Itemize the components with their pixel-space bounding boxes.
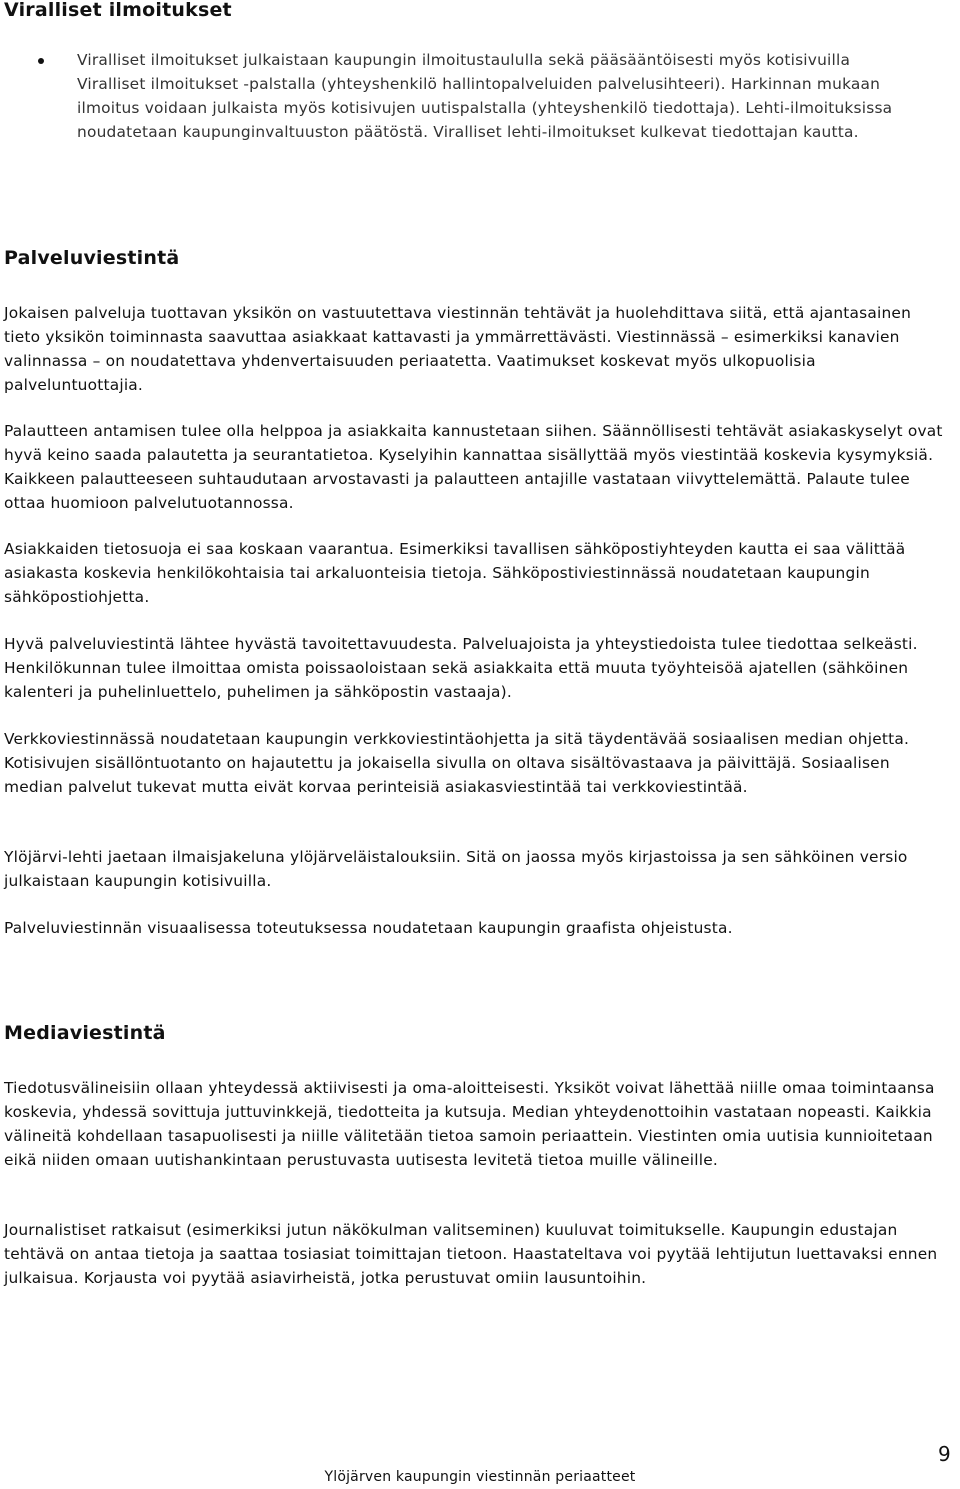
paragraph: Tiedotusvälineisiin ollaan yhteydessä aktiivisesti ja oma-aloitteisesti. Yksiköt voivat lähettää niille omaa toimintaansa koskevia, yhdessä sovittuja juttuvinkkejä, tiedotteita ja kutsuja. Median yhteydenottoihin vastataan nopeasti. Kaikkia välineitä kohdellaan tasapuolisesti ja niille välitetään tietoa samoin periaattein. Viestinten omia uutisia kunnioitetaan eikä niiden omaan uutishankintaan perustuvasta uutisesta levitetä tietoa muille välineille. bbox=[4, 1079, 935, 1169]
paragraph: Verkkoviestinnässä noudatetaan kaupungin verkkoviestintäohjetta ja sitä täydentävää sosiaalisen median ohjetta. Kotisivujen sisällöntuotanto on hajautettu ja jokaisella sivulla on oltava sisältövastaava ja päivittäjä. Sosiaalisen median palvelut tukevat mutta eivät korvaa perinteisiä asiakasviestintää tai verkkoviestintää. bbox=[4, 730, 910, 796]
bullet-list bbox=[0, 48, 910, 144]
paragraph: Asiakkaiden tietosuoja ei saa koskaan vaarantua. Esimerkiksi tavallisen sähköpostiyhteyden kautta ei saa välittää asiakasta koskevia henkilökohtaisia tai arkaluonteisia tietoja. Sähköpostiviestinnässä noudatetaan kaupungin sähköpostiohjetta. bbox=[4, 540, 906, 606]
paragraph: Journalistiset ratkaisut (esimerkiksi jutun näkökulman valitseminen) kuuluvat toimitukselle. Kaupungin edustajan tehtävä on antaa tietoja ja saattaa tosiasiat toimittajan tietoon. Haastateltava voi pyytää lehtijutun luettavaksi ennen julkaisua. Korjausta voi pyytää asiavirheistä, jotka perustuvat omiin lausuntoihin. bbox=[4, 1221, 938, 1287]
paragraph: Ylöjärvi-lehti jaetaan ilmaisjakeluna ylöjärveläistalouksiin. Sitä on jaossa myös kirjastoissa ja sen sähköinen versio julkaistaan kaupungin kotisivuilla. bbox=[4, 848, 908, 890]
section-heading-palveluviestinta: Palveluviestintä bbox=[4, 247, 180, 269]
bullet-icon bbox=[38, 58, 44, 64]
page-number: 9 bbox=[938, 1442, 951, 1466]
paragraph: Jokaisen palveluja tuottavan yksikön on vastuutettava viestinnän tehtävät ja huolehdittava siitä, että ajantasainen tieto yksikön toiminnasta saavuttaa asiakkaat kattavasti ja ymmärrettävästi. Viestinnässä – esimerkiksi kanavien valinnassa – on noudatettava yhdenvertaisuuden periaatetta. Vaatimukset koskevat myös ulkopuolisia palveluntuottajia. bbox=[4, 304, 912, 394]
paragraph: Palveluviestinnän visuaalisessa toteutuksessa noudatetaan kaupungin graafista ohjeistusta. bbox=[4, 919, 733, 937]
section-heading-viralliset: Viralliset ilmoitukset bbox=[4, 0, 232, 21]
bullet-text: Viralliset ilmoitukset julkaistaan kaupungin ilmoitustaululla sekä pääsääntöisesti myös kotisivuilla Viralliset ilmoitukset -palstalla (yhteyshenkilö hallintopalveluiden palvelusihteeri). Harkinnan mukaan ilmoitus voidaan julkaista myös kotisivujen uutispalstalla (yhteyshenkilö tiedottaja). Lehti-ilmoituksissa noudatetaan kaupunginvaltuuston päätöstä. Viralliset lehti-ilmoitukset kulkevat tiedottajan kautta. bbox=[77, 51, 893, 141]
page-footer: Ylöjärven kaupungin viestinnän periaatteet bbox=[324, 1469, 636, 1485]
list-item bbox=[0, 48, 910, 144]
paragraph: Palautteen antamisen tulee olla helppoa ja asiakkaita kannustetaan siihen. Säännöllisesti tehtävät asiakaskyselyt ovat hyvä keino saada palautetta ja seurantatietoa. Kyselyihin kannattaa sisällyttää myös viestintää koskevia kysymyksiä. Kaikkeen palautteeseen suhtaudutaan arvostavasti ja palautteen antajille vastataan viivyttelemättä. Palaute tulee ottaa huomioon palvelutuotannossa. bbox=[4, 422, 943, 512]
section-heading-mediaviestinta: Mediaviestintä bbox=[4, 1022, 166, 1044]
paragraph: Hyvä palveluviestintä lähtee hyvästä tavoitettavuudesta. Palveluajoista ja yhteystiedoista tulee tiedottaa selkeästi. Henkilökunnan tulee ilmoittaa omista poissaoloistaan sekä asiakkaita että muuta työyhteisöä ajatellen (sähköinen kalenteri ja puhelinluettelo, puhelimen ja sähköpostin vastaaja). bbox=[4, 635, 918, 701]
